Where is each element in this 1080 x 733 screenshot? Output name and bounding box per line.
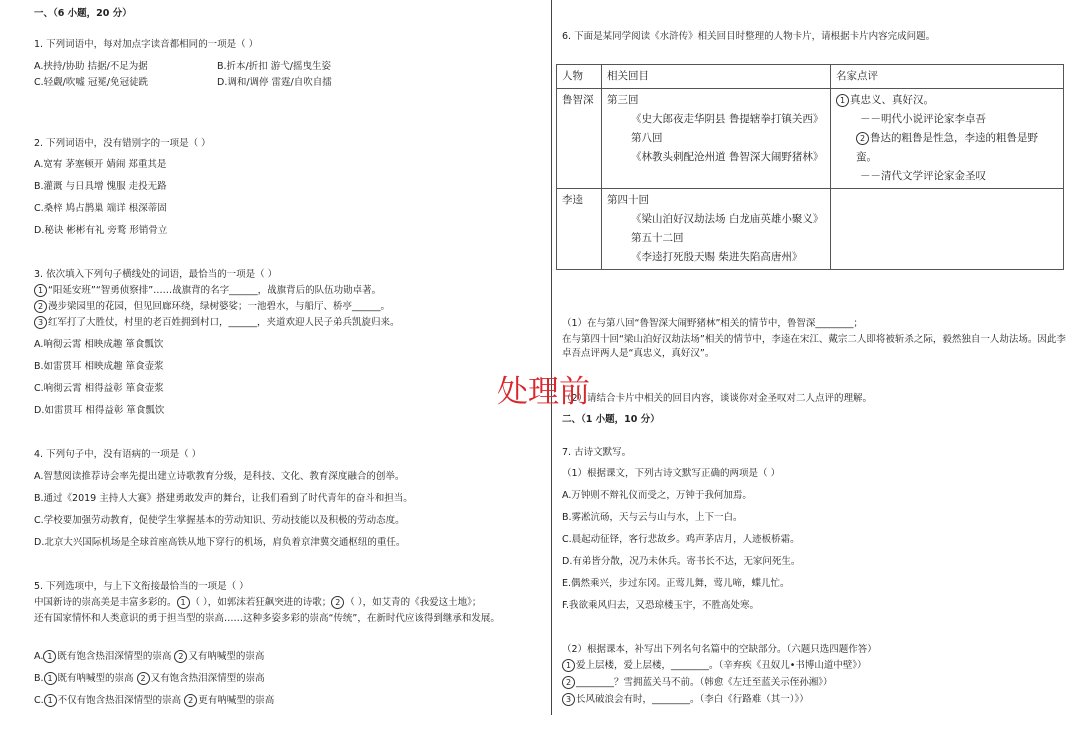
q2-option-c: C.桑梓 鸠占鹊巢 端详 根深蒂固 (34, 203, 167, 214)
q7-option-a: A.万钟则不辩礼仪而受之，万钟于我何加焉。 (562, 490, 752, 501)
q4-option-b: B.通过《2019 主持人大赛》搭建勇敢发声的舞台，让我们看到了时代青年的奋斗和担当。 (34, 493, 413, 504)
row1-chapter-2-title: 《林教头刺配沧州道 鲁智深大闹野猪林》 (631, 151, 824, 163)
q6-stem: 6. 下面是某同学阅读《水浒传》相关回目时整理的人物卡片，请根据卡片内容完成问题。 (562, 31, 936, 42)
q3-option-d: D.如雷贯耳 相得益彰 箪食瓢饮 (34, 405, 165, 416)
q7-option-d: D.有弟皆分散，况乃未休兵。寄书长不达，无家问死生。 (562, 556, 801, 567)
q4-option-d: D.北京大兴国际机场是全球首座高铁从地下穿行的机场，肩负着京津冀交通枢纽的重任。 (34, 537, 406, 548)
row2-chapter-1: 第四十回 (607, 194, 649, 206)
q3-option-a: A.响彻云霄 相映成趣 箪食瓢饮 (34, 339, 164, 350)
row1-comment-2-source: －－清代文学评论家金圣叹 (860, 170, 986, 182)
row1-chapter-1: 第三回 (607, 94, 639, 106)
row2-chapter-2-title: 《李逵打死殷天赐 柴进失陷高唐州》 (631, 251, 803, 263)
row1-character: 鲁智深 (557, 89, 602, 189)
q5-passage-line1: 中国新诗的崇高美是丰富多彩的。 1 （ ），如郭沫若狂飙突进的诗歌； 2 （ ），如艾青的《我爱这土地》； (34, 597, 482, 608)
q5-stem: 5. 下列选项中，与上下文衔接最恰当的一项是（ ） (34, 581, 249, 592)
q3-option-c: C.响彻云霄 相得益彰 箪食壶浆 (34, 383, 164, 394)
q1-option-a: A.挟持/协助 拮据/不足为据 (34, 61, 148, 72)
q7-part1: （1）根据课文，下列古诗文默写正确的两项是（ ） (562, 468, 781, 479)
q7-option-c: C.晨起动征铎，客行悲故乡。鸡声茅店月，人迹板桥霜。 (562, 534, 800, 545)
row1-comment-2: 2 鲁达的粗鲁是性急，李逵的粗鲁是野蛮。 (856, 132, 1038, 163)
q6-part1-line2: 在与第四十回“梁山泊好汉劫法场”相关的情节中，李逵在宋江、戴宗二人即将被斩杀之际，毅然独自一人劫法场。因此李卓吾点评两人是“真忠义，真好汉”。 (562, 334, 1066, 359)
table-header-row (557, 65, 1064, 89)
q4-stem: 4. 下列句子中，没有语病的一项是（ ） (34, 449, 202, 460)
header-chapters: 相关回目 (602, 65, 831, 89)
q3-option-b: B.如雷贯耳 相映成趣 箪食壶浆 (34, 361, 164, 372)
processing-stamp: 处理前 (497, 374, 590, 410)
q6-part1-line1: （1）在与第八回“鲁智深大闹野猪林”相关的情节中，鲁智深________； (562, 318, 863, 329)
q1-option-c: C.轻觑/吹嘘 冠冕/免冠徒跣 (34, 77, 149, 88)
row1-comments (831, 89, 1064, 189)
q1-stem: 1. 下列词语中，每对加点字读音都相同的一项是（ ） (34, 39, 259, 50)
row1-comment-1-source: －－明代小说评论家李卓吾 (860, 113, 986, 125)
q3-stem: 3. 依次填入下列句子横线处的词语，最恰当的一项是（ ） (34, 269, 278, 280)
q6-part2: （2）请结合卡片中相关的回目内容，谈谈你对金圣叹对二人点评的理解。 (562, 393, 873, 404)
table-row (557, 89, 1064, 189)
q5-option-a: A. 1 既有饱含热泪深情型的崇高 2 又有呐喊型的崇高 (34, 651, 265, 662)
row2-chapters (602, 189, 831, 270)
row2-comments (831, 189, 1064, 270)
row1-comment-1: 1 真忠义、真好汉。 (836, 91, 1058, 110)
q5-passage-line2: 还有国家情怀和人类意识的勇于担当型的崇高……这种多姿多彩的崇高“传统”，在新时代应该得到继承和发展。 (34, 613, 500, 624)
row1-chapter-1-title: 《史大郎夜走华阴县 鲁提辖拳打镇关西》 (631, 113, 824, 125)
section2-title: 二、（1 小题，10 分） (562, 414, 660, 425)
row2-chapter-1-title: 《梁山泊好汉劫法场 白龙庙英雄小聚义》 (631, 213, 824, 225)
q2-option-a: A.宽宥 茅塞顿开 婧闹 郑重其是 (34, 159, 167, 170)
row2-character: 李逵 (557, 189, 602, 270)
q1-option-d: D.调和/调停 雷霆/自吹自擂 (217, 77, 332, 88)
q7-fill-1: 1 爱上层楼，爱上层楼，________。（辛弃疾《丑奴儿•书博山道中壁》） (562, 659, 867, 673)
q2-option-b: B.灌溉 与日具增 愧服 走投无路 (34, 181, 167, 192)
q7-fill-3: 3 长风破浪会有时，________。（李白《行路难（其一）》） (562, 693, 809, 707)
row1-chapter-2: 第八回 (631, 132, 663, 144)
q3-sentence-1: 1 “阳延安班”“智勇侦察排”……战旗背的名字______，战旗背后的队伍功勋卓著。 (34, 284, 381, 298)
q2-option-d: D.秘诀 彬彬有礼 旁鹜 形销骨立 (34, 225, 168, 236)
q7-option-f: F.我欲乘风归去，又恐琼楼玉宇，不胜高处寒。 (562, 600, 759, 611)
header-character: 人物 (557, 65, 602, 89)
row2-chapter-2: 第五十二回 (631, 232, 684, 244)
table-row (557, 189, 1064, 270)
column-divider (551, 0, 552, 715)
q5-option-b: B. 1 既有呐喊型的崇高 2 又有饱含热泪深情型的崇高 (34, 673, 265, 684)
q3-sentence-3: 3 红军打了大胜仗，村里的老百姓拥到村口，______，夹道欢迎人民子弟兵凯旋归来。 (34, 316, 400, 330)
q5-option-c: C. 1 不仅有饱含热泪深情型的崇高 2 更有呐喊型的崇高 (34, 695, 275, 706)
q7-stem: 7. 古诗文默写。 (562, 447, 632, 458)
section1-title: 一、（6 小题，20 分） (34, 8, 132, 19)
q2-stem: 2. 下列词语中，没有错别字的一项是（ ） (34, 138, 211, 149)
q3-sentence-2: 2 漫步梁园里的花园，但见回廊环绕，绿树婆娑；一池碧水，与船厅、桥亭______。 (34, 300, 390, 314)
character-card-table (556, 64, 1064, 270)
q4-option-c: C.学校要加强劳动教育，促使学生掌握基本的劳动知识、劳动技能以及积极的劳动态度。 (34, 515, 405, 526)
q7-part2: （2）根据课本，补写出下列名句名篇中的空缺部分。（六题只选四题作答） (562, 644, 877, 655)
header-comments: 名家点评 (831, 65, 1064, 89)
row1-chapters (602, 89, 831, 189)
q7-fill-2: 2 ________？雪拥蓝关马不前。（韩愈《左迁至蓝关示侄孙湘》） (562, 676, 833, 690)
q4-option-a: A.智慧阅读推荐诗会率先提出建立诗歌教育分级，是科技、文化、教育深度融合的创举。 (34, 471, 405, 482)
q7-option-b: B.雾凇沆砀，天与云与山与水，上下一白。 (562, 512, 743, 523)
q7-option-e: E.偶然乘兴，步过东冈。正莺儿舞，莺儿啼，蝶儿忙。 (562, 578, 790, 589)
q1-option-b: B.折本/折扣 游弋/摇曳生姿 (217, 61, 331, 72)
